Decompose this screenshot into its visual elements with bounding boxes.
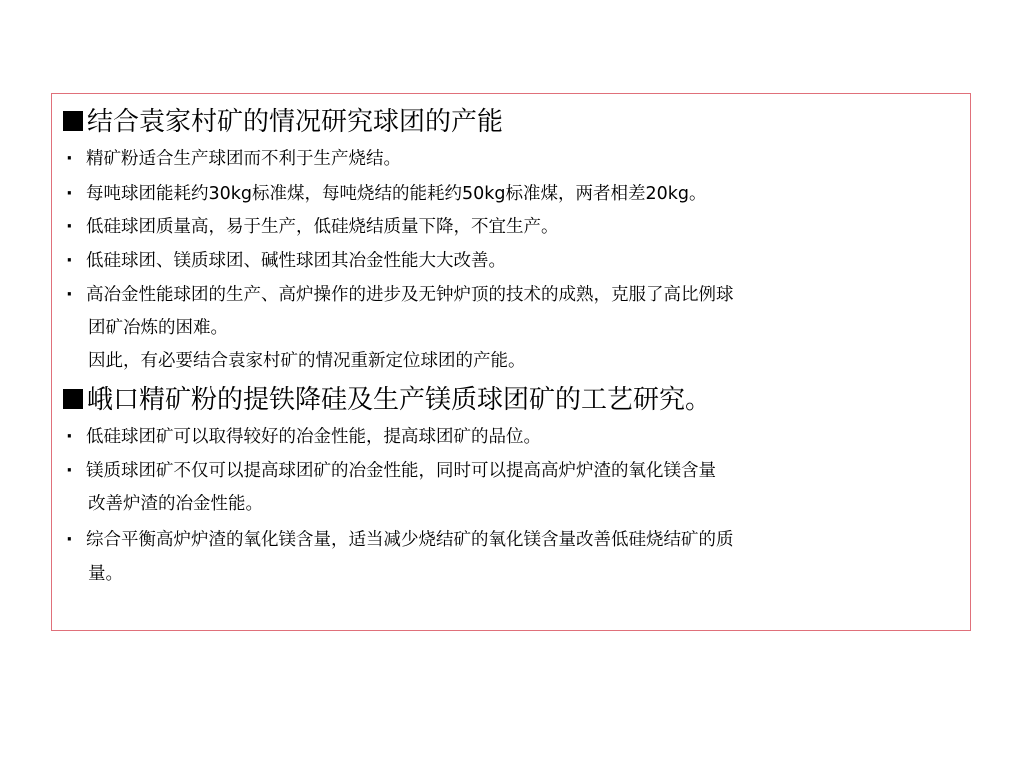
dot-bullet-icon: · [66, 530, 73, 550]
section1-bullet-3 [66, 215, 559, 239]
bullet-text: 综合平衡高炉炉渣的氧化镁含量，适当减少烧结矿的氧化镁含量改善低硅烧结矿的质 [86, 530, 734, 550]
bullet-text: 低硅球团、镁质球团、碱性球团其冶金性能大大改善。 [86, 251, 506, 271]
section2-continuation-1: 改善炉渣的冶金性能。 [88, 494, 263, 514]
bullet-text: 每吨球团能耗约30kg标准煤，每吨烧结的能耗约50kg标准煤，两者相差20kg。 [86, 184, 707, 204]
section1-continuation-1: 团矿冶炼的困难。 [88, 318, 228, 338]
dot-bullet-icon: · [66, 461, 73, 481]
section1-bullet-4 [66, 249, 506, 273]
section2-bullet-1 [66, 425, 541, 449]
section2-bullet-2 [66, 459, 716, 483]
section2-heading [63, 384, 711, 416]
section1-heading-text: 结合袁家村矿的情况研究球团的产能 [87, 107, 504, 137]
square-bullet-icon [63, 111, 83, 131]
section2-continuation-2: 量。 [88, 564, 123, 584]
dot-bullet-icon: · [66, 251, 73, 271]
bullet-text: 精矿粉适合生产球团而不利于生产烧结。 [86, 149, 401, 169]
bullet-text: 低硅球团质量高，易于生产，低硅烧结质量下降，不宜生产。 [86, 217, 559, 237]
bullet-text: 镁质球团矿不仅可以提高球团矿的冶金性能，同时可以提高高炉炉渣的氧化镁含量 [86, 461, 716, 481]
square-bullet-icon [63, 389, 83, 409]
dot-bullet-icon: · [66, 149, 73, 169]
dot-bullet-icon: · [66, 285, 73, 305]
section2-bullet-3 [66, 528, 734, 552]
section2-heading-text: 峨口精矿粉的提铁降硅及生产镁质球团矿的工艺研究。 [87, 385, 712, 415]
section1-bullet-2 [66, 182, 707, 206]
section1-bullet-1 [66, 147, 401, 171]
dot-bullet-icon: · [66, 184, 73, 204]
bullet-text: 高冶金性能球团的生产、高炉操作的进步及无钟炉顶的技术的成熟，克服了高比例球 [86, 285, 734, 305]
section1-bullet-5 [66, 283, 734, 307]
section1-continuation-2: 因此，有必要结合袁家村矿的情况重新定位球团的产能。 [88, 351, 526, 371]
dot-bullet-icon: · [66, 217, 73, 237]
dot-bullet-icon: · [66, 427, 73, 447]
bullet-text: 低硅球团矿可以取得较好的冶金性能，提高球团矿的品位。 [86, 427, 541, 447]
section1-heading [63, 106, 503, 138]
